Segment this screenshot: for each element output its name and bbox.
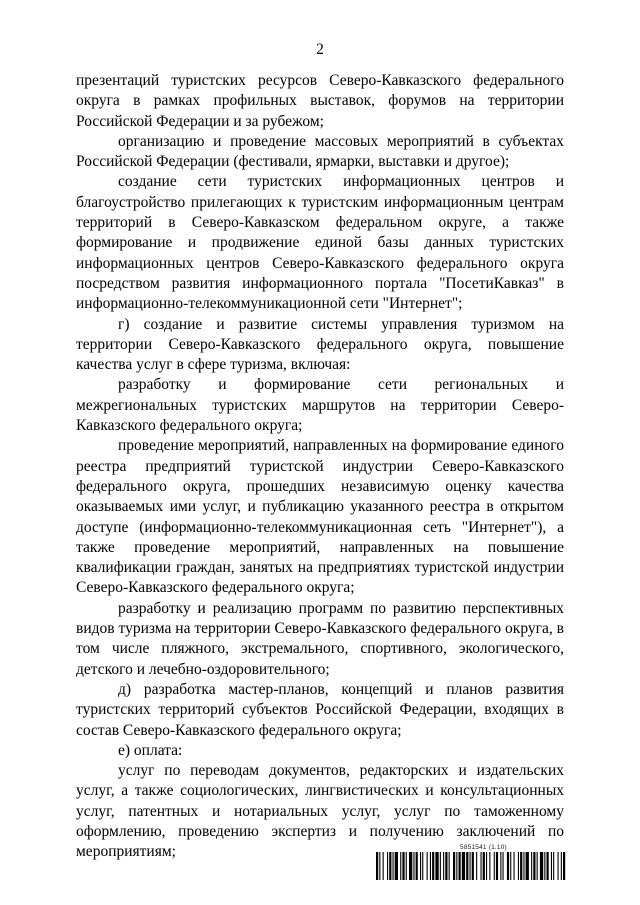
barcode-bar — [489, 852, 490, 880]
barcode-bar — [459, 852, 461, 880]
barcode-bar — [496, 852, 498, 880]
barcode-bar — [514, 852, 515, 880]
barcode-bar — [526, 852, 529, 880]
barcode-bar — [383, 852, 384, 880]
barcode-bar — [443, 852, 444, 880]
barcode-bar — [537, 852, 538, 880]
barcode-bar — [432, 852, 434, 880]
barcode-bar — [544, 852, 545, 880]
barcode-image — [376, 852, 566, 880]
barcode-bar — [416, 852, 418, 880]
barcode-bar — [531, 852, 532, 880]
barcode-bar — [558, 852, 559, 880]
barcode-bar — [422, 852, 423, 880]
document-code: 5851541 (1.10) — [460, 844, 507, 851]
barcode-bar — [430, 852, 431, 880]
barcode-bar — [400, 852, 401, 880]
barcode-bar — [551, 852, 552, 880]
barcode-bar — [413, 852, 414, 880]
barcode-bar — [520, 852, 522, 880]
barcode-bar — [402, 852, 404, 880]
barcode-bar — [476, 852, 477, 880]
barcode-bar — [470, 852, 471, 880]
barcode-bar — [483, 852, 485, 880]
barcode-bar — [456, 852, 457, 880]
paragraph: д) разработка мастер-планов, концепций и планов развития туристских территорий субъектов Российской Федерации, входящих в состав Северо-Кавказского федерального округа; — [76, 680, 564, 739]
paragraph: разработку и формирование сети региональных и межрегиональных туристских маршрутов на территории Северо-Кавказского федерального округа; — [76, 376, 564, 435]
barcode-bar — [462, 852, 465, 880]
paragraph: создание сети туристских информационных центров и благоустройство прилегающих к туристским информационным центрам территорий в Северо-Кавказском федеральном округе, а также формирование и продвижение единой базы данных туристских информационных центров Северо-Кавказского федерального округа посредством развития информационного портала "ПосетиКавказ" в информационно-телекоммуникационной сети "Интернет"; — [76, 173, 564, 313]
barcode-bar — [395, 852, 398, 880]
paragraph: организацию и проведение массовых мероприятий в субъектах Российской Федерации (фестивали, ярмарки, выставки и другое); — [76, 132, 564, 171]
barcode-bar — [481, 852, 482, 880]
barcode-bar — [553, 852, 554, 880]
document-body — [76, 71, 564, 863]
barcode-bar — [486, 852, 487, 880]
paragraph: е) оплата: — [118, 741, 183, 759]
paragraph: проведение мероприятий, направленных на формирование единого реестра предприятий туристской индустрии Северо-Кавказского федерального округа, прошедших независимую оценку качества оказываемых ими услуг, и публикацию указанного реестра в открытом доступе (информационно-телекоммуникационная сеть "Интернет"), а также проведение мероприятий, направленных на повышение квалификации граждан, занятых на предприятиях туристской индустрии Северо-Кавказского федерального округа; — [76, 437, 564, 597]
barcode-bar — [440, 852, 441, 880]
barcode-bar — [507, 852, 509, 880]
barcode-bar — [523, 852, 524, 880]
barcode-bar — [420, 852, 421, 880]
paragraph: презентаций туристских ресурсов Северо-Кавказского федерального округа в рамках профильных выставок, форумов на территории Российской Федерации и за рубежом; — [76, 72, 564, 130]
barcode-bar — [510, 852, 511, 880]
barcode-bar — [387, 852, 388, 880]
barcode-bar — [453, 852, 455, 880]
barcode-bar — [376, 852, 378, 880]
barcode-bar — [466, 852, 468, 880]
barcode-bar — [540, 852, 543, 880]
page-number: 2 — [316, 41, 324, 58]
barcode-bar — [445, 852, 447, 880]
barcode-bar — [389, 852, 391, 880]
barcode-bar — [435, 852, 438, 880]
barcode-bar — [518, 852, 519, 880]
barcode-bar — [393, 852, 394, 880]
barcode-bar — [449, 852, 450, 880]
barcode-bar — [533, 852, 535, 880]
barcode-bar — [503, 852, 504, 880]
barcode-bar — [409, 852, 412, 880]
paragraph: услуг по переводам документов, редакторских и издательских услуг, а также социологических, лингвистических и консультационных услуг, патентных и нотариальных услуг, услуг по таможенному оформлению, проведению экспертиз и получению заключений по мероприятиям; — [76, 762, 564, 861]
barcode-bar — [427, 852, 428, 880]
barcode-bar — [494, 852, 495, 880]
barcode-bar — [500, 852, 501, 880]
barcode-bar — [472, 852, 474, 880]
barcode-bar — [547, 852, 549, 880]
barcode-bar — [561, 852, 562, 880]
paragraph: разработку и реализацию программ по развитию перспективных видов туризма на территории Северо-Кавказского федерального округа, в том числе пляжного, экстремального, спортивного, экологического, детского и лечебно-оздоровительного; — [76, 599, 564, 678]
barcode-bar — [379, 852, 380, 880]
barcode-bar — [563, 852, 565, 880]
paragraph: г) создание и развитие системы управления туризмом на территории Северо-Кавказского федерального округа, повышение качества услуг в сфере туризма, включая: — [76, 315, 564, 374]
barcode-bar — [406, 852, 407, 880]
